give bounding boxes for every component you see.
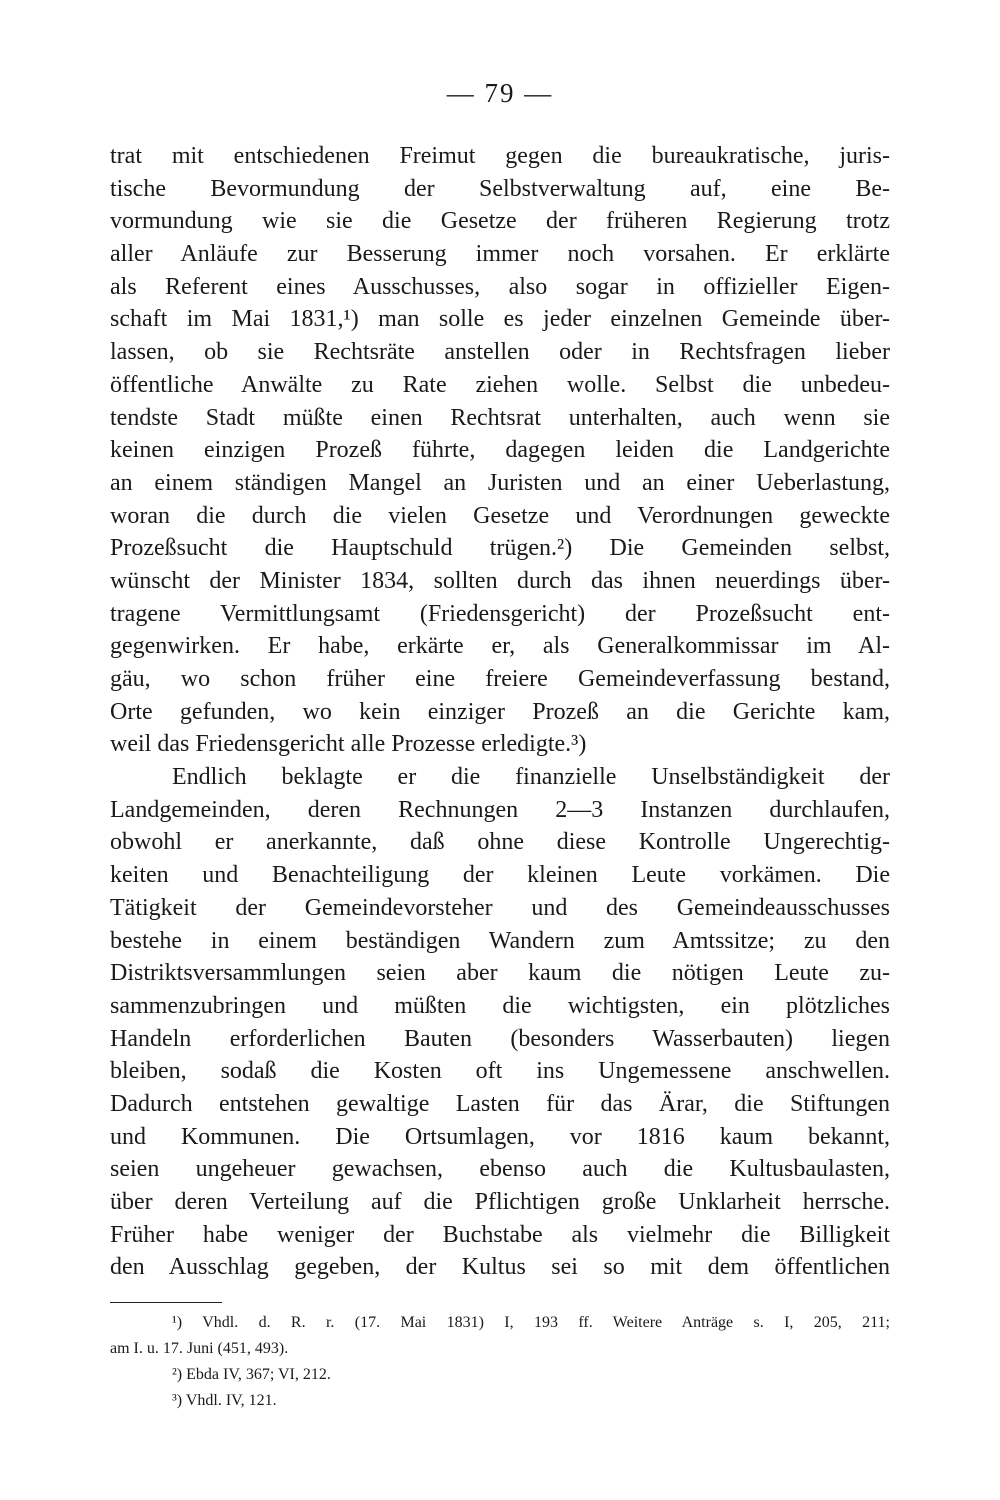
text-line: Prozeßsucht die Hauptschuld trügen.²) Die Gemeinden selbst,	[110, 535, 890, 562]
footnote-1-continued: am I. u. 17. Juni (451, 493).	[110, 1340, 289, 1357]
text-line: obwohl er anerkannte, daß ohne diese Kontrolle Ungerechtig-	[110, 829, 890, 856]
text-line: woran die durch die vielen Gesetze und Verordnungen geweckte	[110, 502, 890, 529]
text-line: bleiben, sodaß die Kosten oft ins Ungemessene anschwellen.	[110, 1058, 890, 1085]
text-line: als Referent eines Ausschusses, also sogar in offizieller Eigen-	[110, 273, 890, 300]
text-line: gegenwirken. Er habe, erkärte er, als Generalkommissar im Al-	[110, 633, 890, 660]
text-line: keiten und Benachteiligung der kleinen Leute vorkämen. Die	[110, 862, 890, 889]
text-line: den Ausschlag gegeben, der Kultus sei so mit dem öffentlichen	[110, 1254, 890, 1281]
text-line: Tätigkeit der Gemeindevorsteher und des Gemeindeausschusses	[110, 894, 890, 921]
text-line: Landgemeinden, deren Rechnungen 2—3 Instanzen durchlaufen,	[110, 796, 890, 823]
footnote-2: ²) Ebda IV, 367; VI, 212.	[172, 1366, 331, 1383]
text-line: vormundung wie sie die Gesetze der früheren Regierung trotz	[110, 208, 890, 235]
text-line: tische Bevormundung der Selbstverwaltung auf, eine Be-	[110, 175, 890, 202]
text-line: gäu, wo schon früher eine freiere Gemeindeverfassung bestand,	[110, 666, 890, 692]
text-line: Orte gefunden, wo kein einziger Prozeß an die Gerichte kam,	[110, 698, 890, 725]
text-line: über deren Verteilung auf die Pflichtigen große Unklarheit herrsche.	[110, 1189, 890, 1215]
text-line: seien ungeheuer gewachsen, ebenso auch die Kultusbaulasten,	[110, 1156, 890, 1183]
text-line: trat mit entschiedenen Freimut gegen die bureaukratische, juris-	[110, 143, 890, 169]
text-line: Distriktsversammlungen seien aber kaum die nötigen Leute zu-	[110, 960, 890, 987]
text-line: lassen, ob sie Rechtsräte anstellen oder in Rechtsfragen lieber	[110, 339, 890, 366]
text-line: keinen einzigen Prozeß führte, dagegen leiden die Landgerichte	[110, 437, 890, 464]
text-line: aller Anläufe zur Besserung immer noch vorsahen. Er erklärte	[110, 241, 890, 268]
text-line: wünscht der Minister 1834, sollten durch das ihnen neuerdings über-	[110, 567, 890, 594]
text-line: und Kommunen. Die Ortsumlagen, vor 1816 kaum bekannt,	[110, 1123, 890, 1150]
text-line: bestehe in einem beständigen Wandern zum Amtssitze; zu den	[110, 927, 890, 954]
text-line: sammenzubringen und müßten die wichtigsten, ein plötzliches	[110, 992, 890, 1019]
text-line: Dadurch entstehen gewaltige Lasten für das Ärar, die Stiftungen	[110, 1090, 890, 1117]
text-line: öffentliche Anwälte zu Rate ziehen wolle. Selbst die unbedeu-	[110, 371, 890, 398]
text-line: schaft im Mai 1831,¹) man solle es jeder einzelnen Gemeinde über-	[110, 306, 890, 333]
paragraph-start-line: Endlich beklagte er die finanzielle Unselbständigkeit der	[172, 764, 890, 791]
footnote-3: ³) Vhdl. IV, 121.	[172, 1392, 277, 1409]
page-number: — 79 —	[446, 78, 554, 108]
footnote-1: ¹) Vhdl. d. R. r. (17. Mai 1831) I, 193 ff. Weitere Anträge s. I, 205, 211;	[172, 1314, 890, 1331]
text-line: Früher habe weniger der Buchstabe als vielmehr die Billigkeit	[110, 1221, 890, 1248]
text-line: an einem ständigen Mangel an Juristen und an einer Ueberlastung,	[110, 469, 890, 496]
text-line: tendste Stadt müßte einen Rechtsrat unterhalten, auch wenn sie	[110, 404, 890, 431]
text-line: tragene Vermittlungsamt (Friedensgericht) der Prozeßsucht ent-	[110, 600, 890, 627]
text-line: Handeln erforderlichen Bauten (besonders Wasserbauten) liegen	[110, 1025, 890, 1052]
footnotes	[110, 1310, 890, 1414]
paragraph-end-line: weil das Friedensgericht alle Prozesse erledigte.³)	[110, 731, 587, 758]
body-text	[110, 140, 890, 1284]
footnote-divider	[110, 1302, 222, 1303]
